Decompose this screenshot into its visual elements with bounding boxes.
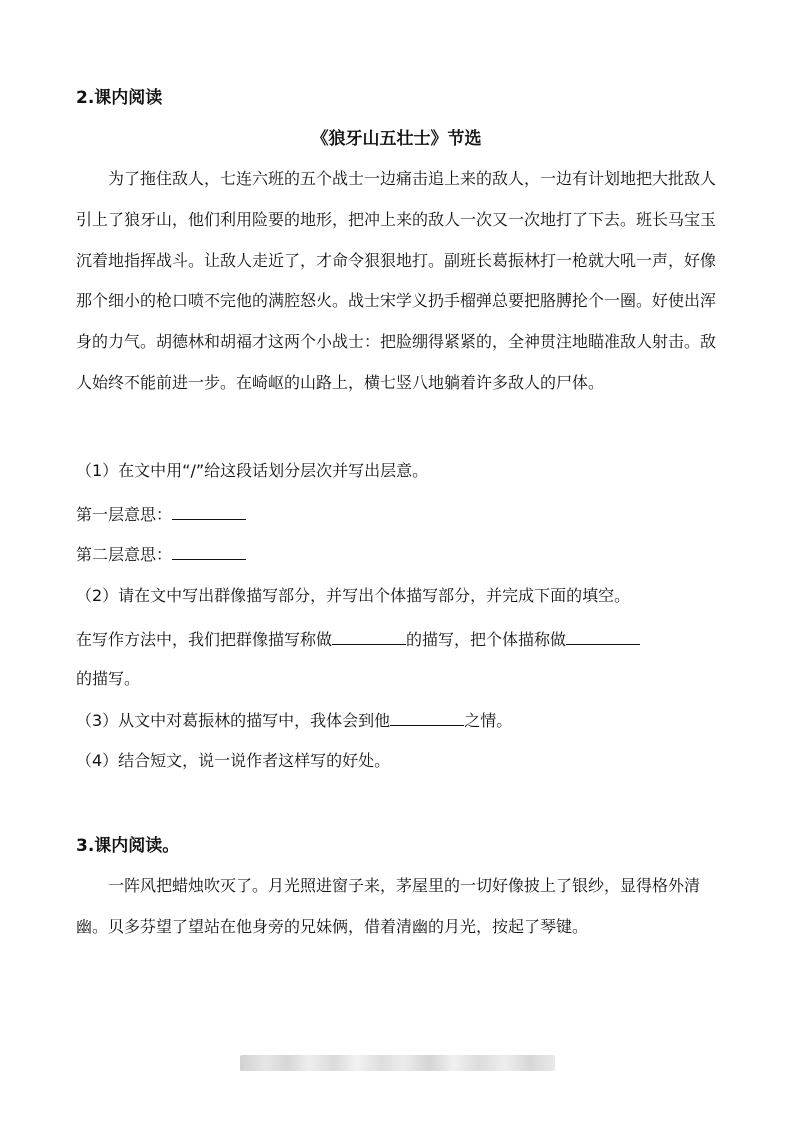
question-3-text-b: 之情。 [464,711,513,730]
feeling-blank[interactable] [390,710,464,726]
passage-text: 一阵风把蜡烛吹灭了。月光照进窗子来，茅屋里的一切好像披上了银纱，显得格外清幽。贝多芬望了望站在他身旁的兄妹俩，借着清幽的月光，按起了琴键。 [76,876,701,936]
passage-text: 为了拖住敌人，七连六班的五个战士一边痛击追上来的敌人，一边有计划地把大批敌人引上了狼牙山，他们利用险要的地形，把冲上来的敌人一次又一次地打了下去。班长马宝玉沉着地指挥战斗。让敌人走近了，才命令狠狠地打。副班长葛振林打一枪就大吼一声，好像那个细小的枪口喷不完他的满腔怒火。战士宋学义扔手榴弹总要把胳膊抡个一圈。好使出浑身的力气。胡德林和胡福才这两个小战士：把脸绷得紧紧的，全神贯注地瞄准敌人射击。敌人始终不能前进一步。在崎岖的山路上，横七竖八地躺着许多敌人的尸体。 [76,169,717,392]
blurred-watermark [240,1055,555,1071]
section-heading: 2.课内阅读 [76,88,163,108]
layer-2-label: 第二层意思： [76,545,173,564]
individual-description-blank[interactable] [566,629,640,645]
layer-1-label: 第一层意思： [76,505,173,524]
question-4: （4）结合短文，说一说作者这样写的好处。 [76,751,391,770]
passage-title: 《狼牙山五壮士》节选 [311,129,482,149]
question-2: （2）请在文中写出群像描写部分，并写出个体描写部分，并完成下面的填空。 [76,586,631,605]
question-3-text-a: （3）从文中对葛振林的描写中，我体会到他 [76,711,391,730]
layer-2-line [76,543,246,567]
question-2-fill-line [76,628,640,652]
question-1: （1）在文中用“/”给这段话划分层次并写出层意。 [76,461,429,480]
layer-2-blank[interactable] [172,544,246,560]
layer-1-line [76,503,246,527]
question-2-text-a: 在写作方法中，我们把群像描写称做 [76,630,333,649]
question-2-text-b: 的描写，把个体描称做 [406,630,567,649]
question-2-continued: 的描写。 [76,669,141,688]
section-heading: 3.课内阅读。 [76,836,180,856]
group-description-blank[interactable] [332,629,406,645]
question-3 [76,709,512,733]
layer-1-blank[interactable] [172,504,246,520]
